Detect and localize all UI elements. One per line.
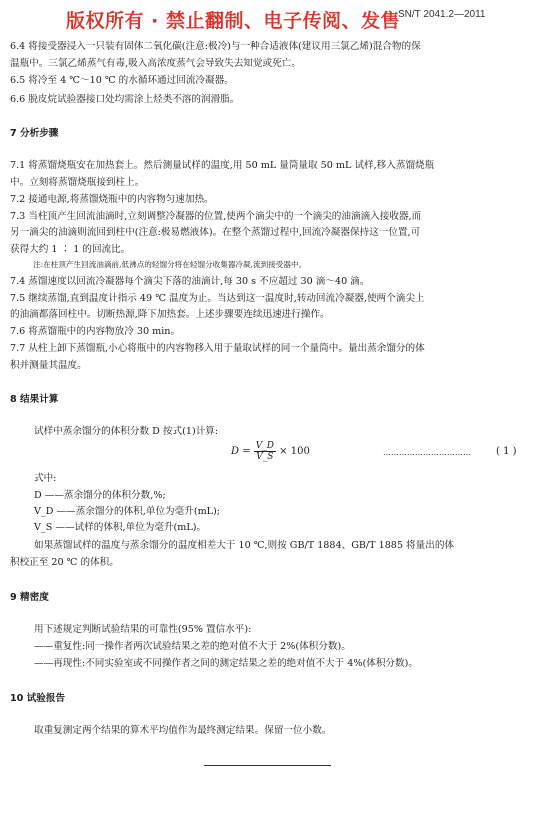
formula-rhs: × 100	[279, 446, 310, 457]
paragraph-line: 6.5 将冷至 4 ℃～10 ℃ 的水循环通过回流冷凝器。	[10, 75, 234, 86]
paragraph-line: 6.4 将接受器浸入一只装有固体二氧化碳(注意:极冷)与一种合适液体(建议用三氯乙烯)混合物的保	[10, 41, 421, 52]
paragraph-line: 的油滴都落回柱中。切断热源,降下加热套。上述步骤要连续迅速进行操作。	[10, 309, 330, 320]
end-rule	[204, 765, 331, 766]
section-heading-8: 8 结果计算	[10, 394, 59, 405]
paragraph-line: 取重复测定两个结果的算术平均值作为最终测定结果。保留一位小数。	[34, 725, 332, 736]
paragraph-line: 积校正至 20 ℃ 的体积。	[10, 557, 119, 568]
section-heading-10: 10 试验报告	[10, 693, 66, 704]
formula-number: ( 1 )	[496, 446, 517, 457]
formula-numerator: V_D	[255, 441, 274, 451]
paragraph-line: 式中:	[34, 473, 57, 484]
list-item: ——重复性:同一操作者两次试验结果之差的绝对值不大于 2%(体积分数)。	[34, 641, 351, 652]
standard-number: SN/T 2041.2—2011	[398, 9, 486, 20]
paragraph-line: 另一滴尖的油滴则流回到柱中(注意:极易燃液体)。在整个蒸馏过程中,回流冷凝器保持这一位置,可	[10, 227, 421, 238]
paragraph-line: 用下述规定判断试验结果的可靠性(95% 置信水平):	[34, 624, 252, 635]
paragraph-line: 7.1 将蒸馏烧瓶安在加热套上。然后测量试样的温度,用 50 mL 量筒量取 50 mL 试样,移入蒸馏烧瓶	[10, 160, 435, 171]
paragraph-line: 7.4 蒸馏速度以回流冷凝器每个滴尖下落的油滴计,每 30 s 不应超过 30 滴～40 滴。	[10, 276, 370, 287]
paragraph-line: 7.6 将蒸馏瓶中的内容物放冷 30 min。	[10, 326, 181, 337]
formula-1	[231, 441, 310, 462]
definition-line: V_S ——试样的体积,单位为毫升(mL)。	[34, 522, 207, 533]
paragraph-line: 试样中蒸余馏分的体积分数 D 按式(1)计算:	[34, 426, 219, 437]
paragraph-line: 中。立刻将蒸馏烧瓶接到柱上。	[10, 177, 145, 188]
paragraph-line: 获得大约 1 ∶ 1 的回流比。	[10, 244, 131, 255]
copyright-watermark: 版权所有 · 禁止翻制、电子传阅、发售	[66, 10, 400, 32]
section-heading-9: 9 精密度	[10, 592, 49, 603]
list-item: ——再现性:不同实验室或不同操作者之间的测定结果之差的绝对值不大于 4%(体积分数)。	[34, 658, 418, 669]
formula-fraction	[254, 441, 276, 462]
paragraph-line: 积并测量其温度。	[10, 360, 87, 371]
note-text: 注:在柱顶产生回流油滴前,低沸点的轻馏分将在轻馏分收集器冷凝,流到接受器中。	[33, 260, 307, 269]
section-heading-7: 7 分析步骤	[10, 128, 59, 139]
paragraph-line: 7.3 当柱顶产生回流油滴时,立刻调整冷凝器的位置,使两个滴尖中的一个滴尖的油滴滴入接收器,而	[10, 211, 422, 222]
paragraph-line: 温瓶中。三氯乙烯蒸气有毒,吸入高浓度蒸气会导致失去知觉或死亡。	[10, 58, 301, 69]
formula-denominator: V_S	[256, 452, 274, 462]
paragraph-line: 7.2 接通电源,将蒸馏烧瓶中的内容物匀速加热。	[10, 194, 214, 205]
paragraph-line: 7.7 从柱上卸下蒸馏瓶,小心将瓶中的内容物移入用于量取试样的同一个量筒中。量出蒸余馏分的体	[10, 343, 425, 354]
formula-lhs: D =	[231, 446, 251, 457]
paragraph-line: 6.6 脱皮烷试验器接口处均需涂上烃类不溶的润滑脂。	[10, 94, 240, 105]
paragraph-line: 如果蒸馏试样的温度与蒸余馏分的温度相差大于 10 ℃,则按 GB/T 1884、GB/T 1885 将量出的体	[34, 540, 455, 551]
definition-line: D ——蒸余馏分的体积分数,%;	[34, 490, 166, 501]
paragraph-line: 7.5 继续蒸馏,直到温度计指示 49 ℃ 温度为止。当达到这一温度时,转动回流冷凝器,使两个滴尖上	[10, 293, 425, 304]
definition-line: V_D ——蒸余馏分的体积,单位为毫升(mL);	[34, 506, 221, 517]
formula-leader: ……………………………	[383, 448, 471, 457]
